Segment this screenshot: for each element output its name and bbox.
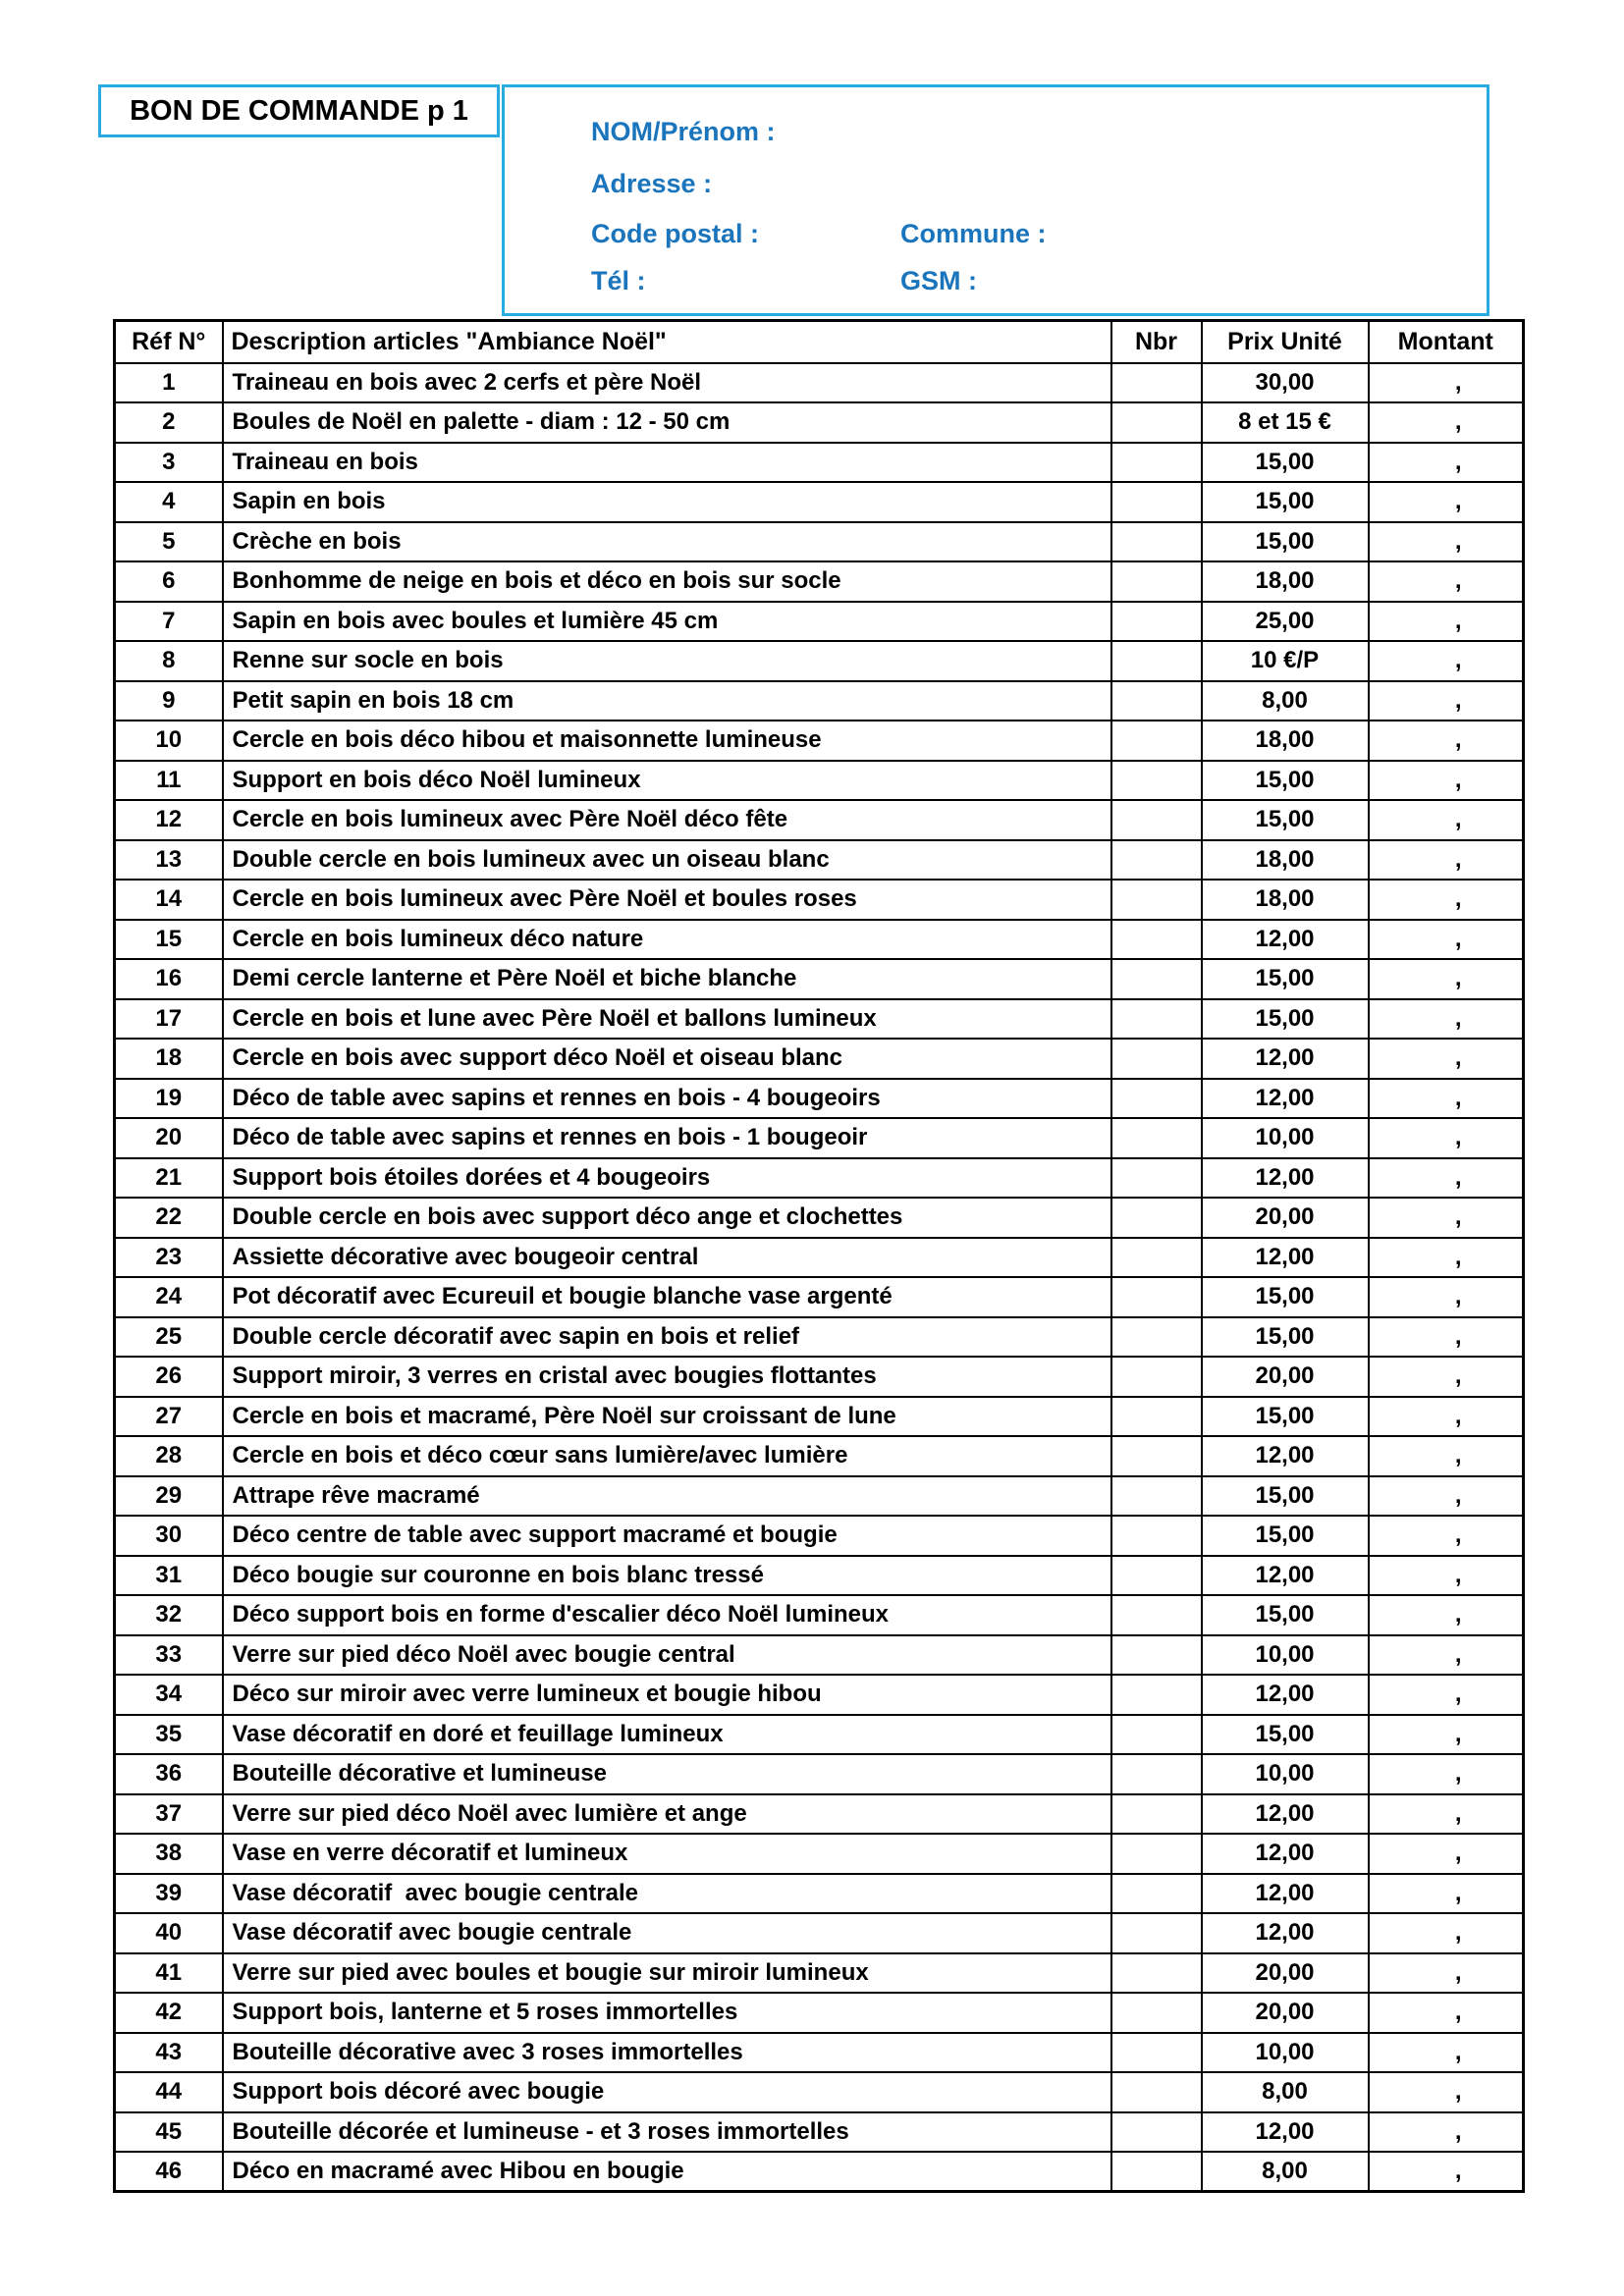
table-row [115, 363, 1524, 403]
row-unit-price: 15,00 [1202, 443, 1369, 483]
row-qty-input-cell[interactable] [1111, 1436, 1202, 1476]
row-amount-input-cell[interactable]: , [1369, 2152, 1524, 2192]
name-field-label: NOM/Prénom : [591, 117, 776, 146]
header-unit-price: Prix Unité [1202, 321, 1369, 363]
row-description: Verre sur pied déco Noël avec bougie central [223, 1635, 1111, 1676]
row-qty-input-cell[interactable] [1111, 1874, 1202, 1914]
row-qty-input-cell[interactable] [1111, 1675, 1202, 1715]
row-description: Traineau en bois avec 2 cerfs et père Noël [223, 363, 1111, 403]
row-unit-price: 15,00 [1202, 959, 1369, 999]
row-amount-input-cell[interactable]: , [1369, 2112, 1524, 2153]
table-row [115, 1476, 1524, 1517]
table-row [115, 721, 1524, 761]
row-amount-input-cell[interactable]: , [1369, 1834, 1524, 1874]
row-qty-input-cell[interactable] [1111, 761, 1202, 801]
row-unit-price: 10 €/P [1202, 641, 1369, 681]
row-ref-number: 30 [115, 1516, 223, 1556]
table-row [115, 1357, 1524, 1397]
row-qty-input-cell[interactable] [1111, 1476, 1202, 1517]
row-description: Boules de Noël en palette - diam : 12 - 50 cm [223, 402, 1111, 443]
page-title: BON DE COMMANDE p 1 [130, 94, 468, 127]
row-amount-input-cell[interactable]: , [1369, 1516, 1524, 1556]
row-unit-price: 15,00 [1202, 1516, 1369, 1556]
row-unit-price: 12,00 [1202, 2112, 1369, 2153]
row-qty-input-cell[interactable] [1111, 482, 1202, 522]
row-unit-price: 15,00 [1202, 999, 1369, 1040]
row-unit-price: 10,00 [1202, 1118, 1369, 1158]
row-unit-price: 12,00 [1202, 1436, 1369, 1476]
row-amount-input-cell[interactable]: , [1369, 1357, 1524, 1397]
table-row [115, 1198, 1524, 1238]
header-amount: Montant [1369, 321, 1524, 363]
row-unit-price: 10,00 [1202, 2033, 1369, 2073]
row-ref-number: 12 [115, 800, 223, 840]
row-ref-number: 29 [115, 1476, 223, 1517]
table-row [115, 1715, 1524, 1755]
row-description: Vase en verre décoratif et lumineux [223, 1834, 1111, 1874]
row-unit-price: 15,00 [1202, 1397, 1369, 1437]
row-ref-number: 38 [115, 1834, 223, 1874]
row-qty-input-cell[interactable] [1111, 1277, 1202, 1317]
row-qty-input-cell[interactable] [1111, 1953, 1202, 1994]
table-row [115, 2152, 1524, 2192]
table-row [115, 840, 1524, 881]
row-description: Cercle en bois et macramé, Père Noël sur croissant de lune [223, 1397, 1111, 1437]
table-row [115, 2033, 1524, 2073]
row-amount-input-cell[interactable]: , [1369, 443, 1524, 483]
row-unit-price: 15,00 [1202, 761, 1369, 801]
table-row [115, 402, 1524, 443]
row-qty-input-cell[interactable] [1111, 999, 1202, 1040]
row-unit-price: 10,00 [1202, 1635, 1369, 1676]
row-qty-input-cell[interactable] [1111, 1238, 1202, 1278]
row-description: Renne sur socle en bois [223, 641, 1111, 681]
form-line-address [591, 169, 1455, 200]
row-ref-number: 19 [115, 1079, 223, 1119]
table-row [115, 1158, 1524, 1199]
table-row [115, 1436, 1524, 1476]
row-qty-input-cell[interactable] [1111, 2112, 1202, 2153]
row-ref-number: 5 [115, 522, 223, 562]
row-ref-number: 45 [115, 2112, 223, 2153]
row-ref-number: 10 [115, 721, 223, 761]
row-unit-price: 12,00 [1202, 1834, 1369, 1874]
row-qty-input-cell[interactable] [1111, 1913, 1202, 1953]
row-description: Déco de table avec sapins et rennes en bois - 1 bougeoir [223, 1118, 1111, 1158]
row-description: Support en bois déco Noël lumineux [223, 761, 1111, 801]
row-description: Traineau en bois [223, 443, 1111, 483]
table-row [115, 1516, 1524, 1556]
row-description: Déco support bois en forme d'escalier déco Noël lumineux [223, 1595, 1111, 1635]
table-row [115, 1118, 1524, 1158]
form-line-phone-gsm [591, 266, 1455, 297]
row-description: Cercle en bois déco hibou et maisonnette lumineuse [223, 721, 1111, 761]
row-qty-input-cell[interactable] [1111, 1834, 1202, 1874]
row-ref-number: 4 [115, 482, 223, 522]
row-qty-input-cell[interactable] [1111, 2072, 1202, 2112]
row-unit-price: 8,00 [1202, 2072, 1369, 2112]
row-ref-number: 28 [115, 1436, 223, 1476]
row-unit-price: 18,00 [1202, 880, 1369, 920]
row-ref-number: 8 [115, 641, 223, 681]
row-amount-input-cell[interactable]: , [1369, 1079, 1524, 1119]
table-row [115, 1556, 1524, 1596]
row-qty-input-cell[interactable] [1111, 1754, 1202, 1794]
table-row [115, 1794, 1524, 1835]
row-amount-input-cell[interactable]: , [1369, 1675, 1524, 1715]
row-ref-number: 9 [115, 681, 223, 721]
row-ref-number: 33 [115, 1635, 223, 1676]
row-ref-number: 15 [115, 920, 223, 960]
row-description: Double cercle en bois avec support déco ange et clochettes [223, 1198, 1111, 1238]
row-unit-price: 15,00 [1202, 1317, 1369, 1358]
row-amount-input-cell[interactable]: , [1369, 681, 1524, 721]
row-qty-input-cell[interactable] [1111, 443, 1202, 483]
row-qty-input-cell[interactable] [1111, 1158, 1202, 1199]
table-row [115, 602, 1524, 642]
table-row [115, 1953, 1524, 1994]
row-description: Double cercle décoratif avec sapin en bois et relief [223, 1317, 1111, 1358]
table-row [115, 641, 1524, 681]
table-row [115, 1277, 1524, 1317]
row-ref-number: 20 [115, 1118, 223, 1158]
row-ref-number: 41 [115, 1953, 223, 1994]
row-unit-price: 15,00 [1202, 1476, 1369, 1517]
row-amount-input-cell[interactable]: , [1369, 959, 1524, 999]
row-amount-input-cell[interactable]: , [1369, 1158, 1524, 1199]
table-row [115, 880, 1524, 920]
row-unit-price: 20,00 [1202, 1198, 1369, 1238]
table-row [115, 920, 1524, 960]
row-qty-input-cell[interactable] [1111, 721, 1202, 761]
row-description: Bonhomme de neige en bois et déco en bois sur socle [223, 561, 1111, 602]
row-unit-price: 12,00 [1202, 1039, 1369, 1079]
row-amount-input-cell[interactable]: , [1369, 1794, 1524, 1835]
table-row [115, 1834, 1524, 1874]
row-qty-input-cell[interactable] [1111, 800, 1202, 840]
header-description: Description articles "Ambiance Noël" [223, 321, 1111, 363]
row-unit-price: 18,00 [1202, 721, 1369, 761]
row-amount-input-cell[interactable]: , [1369, 482, 1524, 522]
row-description: Demi cercle lanterne et Père Noël et biche blanche [223, 959, 1111, 999]
row-unit-price: 12,00 [1202, 1794, 1369, 1835]
row-unit-price: 12,00 [1202, 1158, 1369, 1199]
row-unit-price: 12,00 [1202, 1556, 1369, 1596]
row-unit-price: 8,00 [1202, 2152, 1369, 2192]
row-unit-price: 15,00 [1202, 1715, 1369, 1755]
table-row [115, 800, 1524, 840]
row-description: Déco centre de table avec support macramé et bougie [223, 1516, 1111, 1556]
row-amount-input-cell[interactable]: , [1369, 999, 1524, 1040]
row-qty-input-cell[interactable] [1111, 1079, 1202, 1119]
row-ref-number: 44 [115, 2072, 223, 2112]
row-ref-number: 26 [115, 1357, 223, 1397]
row-amount-input-cell[interactable]: , [1369, 1238, 1524, 1278]
row-description: Support miroir, 3 verres en cristal avec bougies flottantes [223, 1357, 1111, 1397]
row-amount-input-cell[interactable]: , [1369, 1595, 1524, 1635]
row-ref-number: 31 [115, 1556, 223, 1596]
order-form-title-box [98, 84, 500, 137]
row-unit-price: 10,00 [1202, 1754, 1369, 1794]
order-table [113, 319, 1525, 2193]
row-description: Bouteille décorative et lumineuse [223, 1754, 1111, 1794]
row-ref-number: 43 [115, 2033, 223, 2073]
row-ref-number: 6 [115, 561, 223, 602]
row-description: Support bois, lanterne et 5 roses immortelles [223, 1993, 1111, 2033]
row-amount-input-cell[interactable]: , [1369, 1993, 1524, 2033]
row-ref-number: 32 [115, 1595, 223, 1635]
table-row [115, 1079, 1524, 1119]
table-row [115, 482, 1524, 522]
row-ref-number: 2 [115, 402, 223, 443]
row-unit-price: 15,00 [1202, 800, 1369, 840]
row-description: Déco bougie sur couronne en bois blanc tressé [223, 1556, 1111, 1596]
row-description: Attrape rêve macramé [223, 1476, 1111, 1517]
row-unit-price: 18,00 [1202, 561, 1369, 602]
table-row [115, 1874, 1524, 1914]
row-ref-number: 18 [115, 1039, 223, 1079]
table-row [115, 561, 1524, 602]
row-qty-input-cell[interactable] [1111, 840, 1202, 881]
row-amount-input-cell[interactable]: , [1369, 522, 1524, 562]
header-ref: Réf N° [115, 321, 223, 363]
row-description: Déco de table avec sapins et rennes en bois - 4 bougeoirs [223, 1079, 1111, 1119]
row-amount-input-cell[interactable]: , [1369, 1556, 1524, 1596]
table-row [115, 959, 1524, 999]
row-description: Bouteille décorative avec 3 roses immortelles [223, 2033, 1111, 2073]
row-qty-input-cell[interactable] [1111, 1635, 1202, 1676]
row-ref-number: 42 [115, 1993, 223, 2033]
row-unit-price: 15,00 [1202, 1277, 1369, 1317]
row-unit-price: 12,00 [1202, 1913, 1369, 1953]
table-row [115, 443, 1524, 483]
row-description: Cercle en bois lumineux avec Père Noël et boules roses [223, 880, 1111, 920]
table-row [115, 1039, 1524, 1079]
row-amount-input-cell[interactable]: , [1369, 1913, 1524, 1953]
row-amount-input-cell[interactable]: , [1369, 561, 1524, 602]
row-amount-input-cell[interactable]: , [1369, 840, 1524, 881]
row-amount-input-cell[interactable]: , [1369, 1118, 1524, 1158]
address-field-label: Adresse : [591, 169, 713, 198]
row-qty-input-cell[interactable] [1111, 363, 1202, 403]
row-amount-input-cell[interactable]: , [1369, 363, 1524, 403]
row-amount-input-cell[interactable]: , [1369, 1317, 1524, 1358]
form-line-postal-commune [591, 219, 1455, 250]
row-amount-input-cell[interactable]: , [1369, 920, 1524, 960]
form-line-name [591, 117, 1455, 148]
row-unit-price: 15,00 [1202, 522, 1369, 562]
table-row [115, 1317, 1524, 1358]
row-description: Déco en macramé avec Hibou en bougie [223, 2152, 1111, 2192]
row-qty-input-cell[interactable] [1111, 1794, 1202, 1835]
row-qty-input-cell[interactable] [1111, 1357, 1202, 1397]
row-ref-number: 36 [115, 1754, 223, 1794]
row-amount-input-cell[interactable]: , [1369, 1277, 1524, 1317]
row-description: Assiette décorative avec bougeoir central [223, 1238, 1111, 1278]
row-qty-input-cell[interactable] [1111, 1397, 1202, 1437]
row-unit-price: 8,00 [1202, 681, 1369, 721]
row-description: Cercle en bois avec support déco Noël et oiseau blanc [223, 1039, 1111, 1079]
row-description: Vase décoratif avec bougie centrale [223, 1913, 1111, 1953]
row-description: Cercle en bois lumineux déco nature [223, 920, 1111, 960]
row-description: Bouteille décorée et lumineuse - et 3 roses immortelles [223, 2112, 1111, 2153]
row-description: Crèche en bois [223, 522, 1111, 562]
row-unit-price: 20,00 [1202, 1953, 1369, 1994]
table-row [115, 1675, 1524, 1715]
row-description: Pot décoratif avec Ecureuil et bougie blanche vase argenté [223, 1277, 1111, 1317]
table-row [115, 761, 1524, 801]
row-qty-input-cell[interactable] [1111, 1556, 1202, 1596]
row-description: Support bois décoré avec bougie [223, 2072, 1111, 2112]
row-amount-input-cell[interactable]: , [1369, 721, 1524, 761]
table-row [115, 999, 1524, 1040]
row-ref-number: 21 [115, 1158, 223, 1199]
row-description: Déco sur miroir avec verre lumineux et bougie hibou [223, 1675, 1111, 1715]
commune-field-label: Commune : [900, 219, 1047, 248]
row-qty-input-cell[interactable] [1111, 959, 1202, 999]
row-ref-number: 24 [115, 1277, 223, 1317]
row-amount-input-cell[interactable]: , [1369, 1953, 1524, 1994]
row-unit-price: 15,00 [1202, 1595, 1369, 1635]
row-amount-input-cell[interactable]: , [1369, 2033, 1524, 2073]
table-row [115, 522, 1524, 562]
row-description: Cercle en bois et lune avec Père Noël et ballons lumineux [223, 999, 1111, 1040]
row-description: Double cercle en bois lumineux avec un oiseau blanc [223, 840, 1111, 881]
table-row [115, 1993, 1524, 2033]
row-ref-number: 13 [115, 840, 223, 881]
postal-code-field-label: Code postal : [591, 219, 760, 248]
table-row [115, 1595, 1524, 1635]
row-unit-price: 25,00 [1202, 602, 1369, 642]
row-unit-price: 18,00 [1202, 840, 1369, 881]
row-qty-input-cell[interactable] [1111, 1993, 1202, 2033]
row-amount-input-cell[interactable]: , [1369, 402, 1524, 443]
row-amount-input-cell[interactable]: , [1369, 2072, 1524, 2112]
row-ref-number: 23 [115, 1238, 223, 1278]
row-ref-number: 27 [115, 1397, 223, 1437]
row-unit-price: 12,00 [1202, 1675, 1369, 1715]
table-row [115, 2072, 1524, 2112]
row-unit-price: 12,00 [1202, 920, 1369, 960]
row-qty-input-cell[interactable] [1111, 2033, 1202, 2073]
table-row [115, 1397, 1524, 1437]
row-unit-price: 30,00 [1202, 363, 1369, 403]
row-ref-number: 40 [115, 1913, 223, 1953]
row-description: Sapin en bois [223, 482, 1111, 522]
row-description: Verre sur pied avec boules et bougie sur miroir lumineux [223, 1953, 1111, 1994]
row-ref-number: 46 [115, 2152, 223, 2192]
row-amount-input-cell[interactable]: , [1369, 880, 1524, 920]
row-amount-input-cell[interactable]: , [1369, 1436, 1524, 1476]
row-qty-input-cell[interactable] [1111, 1595, 1202, 1635]
row-qty-input-cell[interactable] [1111, 522, 1202, 562]
table-row [115, 1754, 1524, 1794]
row-amount-input-cell[interactable]: , [1369, 800, 1524, 840]
row-unit-price: 12,00 [1202, 1079, 1369, 1119]
row-amount-input-cell[interactable]: , [1369, 1397, 1524, 1437]
row-qty-input-cell[interactable] [1111, 402, 1202, 443]
row-qty-input-cell[interactable] [1111, 1039, 1202, 1079]
row-unit-price: 20,00 [1202, 1993, 1369, 2033]
row-description: Support bois étoiles dorées et 4 bougeoirs [223, 1158, 1111, 1199]
row-ref-number: 3 [115, 443, 223, 483]
row-ref-number: 1 [115, 363, 223, 403]
row-description: Verre sur pied déco Noël avec lumière et ange [223, 1794, 1111, 1835]
row-ref-number: 37 [115, 1794, 223, 1835]
row-ref-number: 39 [115, 1874, 223, 1914]
row-amount-input-cell[interactable]: , [1369, 1754, 1524, 1794]
row-ref-number: 11 [115, 761, 223, 801]
gsm-field-label: GSM : [900, 266, 977, 295]
row-qty-input-cell[interactable] [1111, 681, 1202, 721]
row-description: Cercle en bois lumineux avec Père Noël déco fête [223, 800, 1111, 840]
row-ref-number: 22 [115, 1198, 223, 1238]
row-ref-number: 35 [115, 1715, 223, 1755]
table-row [115, 681, 1524, 721]
row-amount-input-cell[interactable]: , [1369, 1476, 1524, 1517]
row-amount-input-cell[interactable]: , [1369, 641, 1524, 681]
row-amount-input-cell[interactable]: , [1369, 761, 1524, 801]
table-header-row [115, 321, 1524, 363]
row-description: Petit sapin en bois 18 cm [223, 681, 1111, 721]
table-row [115, 1913, 1524, 1953]
row-amount-input-cell[interactable]: , [1369, 1198, 1524, 1238]
row-description: Cercle en bois et déco cœur sans lumière/avec lumière [223, 1436, 1111, 1476]
customer-info-box [502, 84, 1489, 316]
row-ref-number: 14 [115, 880, 223, 920]
row-ref-number: 25 [115, 1317, 223, 1358]
row-amount-input-cell[interactable]: , [1369, 1715, 1524, 1755]
row-qty-input-cell[interactable] [1111, 1715, 1202, 1755]
row-qty-input-cell[interactable] [1111, 561, 1202, 602]
row-qty-input-cell[interactable] [1111, 602, 1202, 642]
row-ref-number: 34 [115, 1675, 223, 1715]
row-unit-price: 8 et 15 € [1202, 402, 1369, 443]
phone-field-label: Tél : [591, 266, 646, 295]
row-qty-input-cell[interactable] [1111, 1118, 1202, 1158]
row-amount-input-cell[interactable]: , [1369, 602, 1524, 642]
row-description: Vase décoratif avec bougie centrale [223, 1874, 1111, 1914]
row-description: Sapin en bois avec boules et lumière 45 cm [223, 602, 1111, 642]
row-unit-price: 15,00 [1202, 482, 1369, 522]
table-row [115, 2112, 1524, 2153]
row-qty-input-cell[interactable] [1111, 1317, 1202, 1358]
row-qty-input-cell[interactable] [1111, 1198, 1202, 1238]
row-amount-input-cell[interactable]: , [1369, 1039, 1524, 1079]
row-qty-input-cell[interactable] [1111, 2152, 1202, 2192]
row-unit-price: 20,00 [1202, 1357, 1369, 1397]
row-unit-price: 12,00 [1202, 1874, 1369, 1914]
header-qty: Nbr [1111, 321, 1202, 363]
row-unit-price: 12,00 [1202, 1238, 1369, 1278]
row-ref-number: 17 [115, 999, 223, 1040]
row-qty-input-cell[interactable] [1111, 880, 1202, 920]
row-ref-number: 7 [115, 602, 223, 642]
row-amount-input-cell[interactable]: , [1369, 1874, 1524, 1914]
table-row [115, 1635, 1524, 1676]
table-row [115, 1238, 1524, 1278]
row-qty-input-cell[interactable] [1111, 641, 1202, 681]
row-amount-input-cell[interactable]: , [1369, 1635, 1524, 1676]
row-description: Vase décoratif en doré et feuillage lumineux [223, 1715, 1111, 1755]
row-ref-number: 16 [115, 959, 223, 999]
row-qty-input-cell[interactable] [1111, 920, 1202, 960]
row-qty-input-cell[interactable] [1111, 1516, 1202, 1556]
